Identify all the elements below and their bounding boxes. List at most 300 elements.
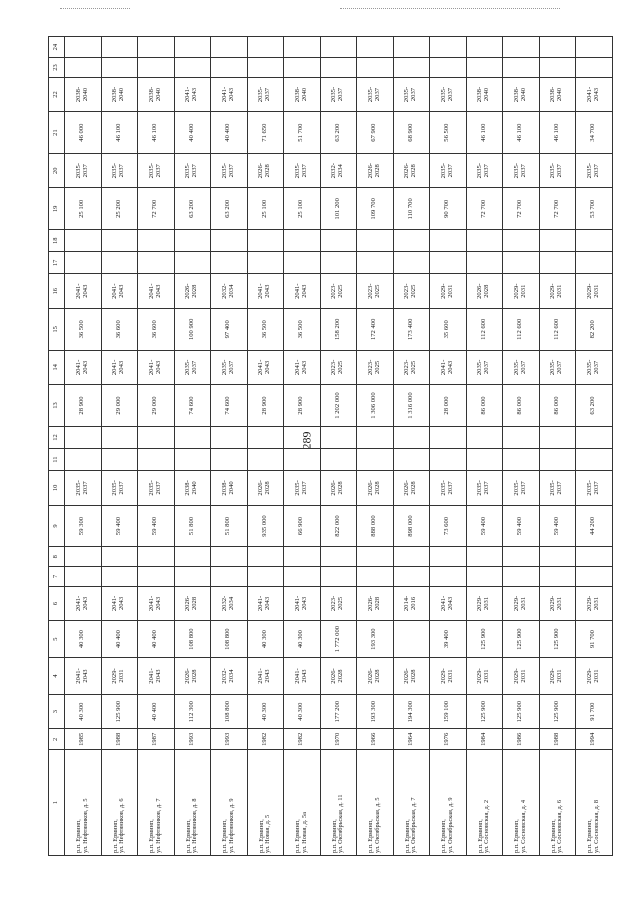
table-cell: 67 900 [357, 112, 394, 154]
table-cell [539, 567, 576, 587]
table-cell: 898 000 [393, 505, 430, 547]
column-number: 1 [49, 750, 65, 856]
table-cell [284, 449, 321, 471]
table-cell [430, 547, 467, 567]
table-cell [357, 230, 394, 252]
table-cell: 112 600 [539, 308, 576, 350]
table-cell: 2038- 2040 [211, 471, 248, 505]
table-cell: 1987 [138, 729, 175, 750]
table-cell: 2041- 2043 [430, 586, 467, 620]
table-cell: 86 000 [466, 385, 503, 427]
table-cell [138, 252, 175, 274]
table-cell [430, 230, 467, 252]
table-cell [466, 567, 503, 587]
table-cell [320, 567, 357, 587]
table-cell: 177 200 [320, 694, 357, 728]
table-cell: 1 772 000 [320, 621, 357, 658]
table-row [320, 37, 357, 856]
address-cell: р.п. Ерминп, ул. Нефтяников, д. 7 [138, 750, 175, 856]
table-cell: 35 600 [430, 308, 467, 350]
table-cell: 2032- 2034 [320, 154, 357, 188]
table-cell: 125 900 [466, 621, 503, 658]
table-cell [211, 58, 248, 78]
table-cell [101, 547, 138, 567]
table-cell: 2041- 2043 [174, 77, 211, 111]
table-cell: 2026- 2028 [174, 658, 211, 695]
table-row [576, 37, 613, 856]
table-cell: 2026- 2028 [357, 586, 394, 620]
table-cell [247, 547, 284, 567]
table-cell [466, 230, 503, 252]
table-cell: 66 900 [284, 505, 321, 547]
table-cell: 1985 [65, 729, 102, 750]
table-cell: 40 300 [284, 694, 321, 728]
table-cell: 46 100 [101, 112, 138, 154]
table-cell [247, 252, 284, 274]
table-cell: 71 650 [247, 112, 284, 154]
table-cell: 2041- 2043 [65, 274, 102, 308]
table-cell [539, 426, 576, 448]
table-cell [101, 58, 138, 78]
table-cell: 2029- 2031 [539, 586, 576, 620]
address-cell: р.п. Ерминп, ул. Нефтяников, д. 5 [65, 750, 102, 856]
table-cell: 2035- 2037 [430, 154, 467, 188]
table-cell: 63 200 [174, 188, 211, 230]
table-cell: 2035- 2037 [576, 471, 613, 505]
table-cell: 822 000 [320, 505, 357, 547]
table-cell: 172 400 [357, 308, 394, 350]
table-cell: 46 100 [466, 112, 503, 154]
table-cell: 2029- 2031 [576, 586, 613, 620]
table-cell: 2035- 2037 [539, 154, 576, 188]
table-cell: 2023- 2025 [393, 274, 430, 308]
table-cell: 72 700 [539, 188, 576, 230]
rotated-table-container [48, 36, 600, 856]
table-cell: 2026- 2028 [357, 471, 394, 505]
table-cell: 59 400 [539, 505, 576, 547]
table-cell: 40 300 [247, 621, 284, 658]
table-cell: 28 900 [284, 385, 321, 427]
column-number: 7 [49, 567, 65, 587]
table-cell: 56 500 [430, 112, 467, 154]
table-cell [138, 449, 175, 471]
table-cell: 2041- 2043 [247, 274, 284, 308]
table-cell: 40 300 [247, 694, 284, 728]
table-cell [320, 58, 357, 78]
table-cell: 2035- 2037 [357, 77, 394, 111]
table-cell [466, 547, 503, 567]
table-cell: 36 500 [65, 308, 102, 350]
table-cell: 2041- 2043 [65, 586, 102, 620]
table-cell: 2035- 2037 [284, 154, 321, 188]
table-row [247, 37, 284, 856]
table-cell [357, 58, 394, 78]
table-cell [393, 567, 430, 587]
table-cell [357, 567, 394, 587]
table-cell: 72 700 [138, 188, 175, 230]
table-cell [430, 37, 467, 58]
table-cell: 159 100 [430, 694, 467, 728]
table-cell: 25 100 [247, 188, 284, 230]
table-cell: 40 300 [284, 621, 321, 658]
column-number: 4 [49, 658, 65, 695]
table-cell: 1 306 000 [357, 385, 394, 427]
table-cell: 2038- 2040 [101, 77, 138, 111]
table-cell [211, 547, 248, 567]
table-cell: 2041- 2043 [138, 350, 175, 384]
table-cell [539, 252, 576, 274]
table-cell: 2041- 2043 [247, 350, 284, 384]
table-cell: 25 100 [65, 188, 102, 230]
table-cell: 2026- 2028 [320, 658, 357, 695]
column-number: 11 [49, 449, 65, 471]
table-cell: 2026- 2028 [357, 154, 394, 188]
table-cell: 46 000 [65, 112, 102, 154]
table-cell [393, 230, 430, 252]
table-cell: 2035- 2037 [466, 154, 503, 188]
table-cell: 2029- 2031 [466, 658, 503, 695]
table-cell: 86 000 [503, 385, 540, 427]
table-cell [211, 37, 248, 58]
table-cell: 59 400 [466, 505, 503, 547]
table-cell: 108 800 [174, 621, 211, 658]
table-cell: 194 300 [393, 694, 430, 728]
table-cell: 2035- 2037 [539, 350, 576, 384]
address-cell: р.п. Ерминп, ул. Октябрьская, д. 9 [430, 750, 467, 856]
table-cell [284, 567, 321, 587]
column-number: 21 [49, 112, 65, 154]
table-cell: 2023- 2025 [357, 274, 394, 308]
table-cell [393, 621, 430, 658]
table-cell: 1984 [466, 729, 503, 750]
address-cell: р.п. Ерминп, ул. Нефтяников, д. 9 [211, 750, 248, 856]
table-cell: 34 700 [576, 112, 613, 154]
table-cell [211, 230, 248, 252]
table-cell: 28 900 [65, 385, 102, 427]
table-row [284, 37, 321, 856]
table-cell [101, 426, 138, 448]
table-cell [357, 37, 394, 58]
table-cell: 2029- 2031 [576, 274, 613, 308]
table-cell [101, 37, 138, 58]
column-number: 5 [49, 621, 65, 658]
address-cell: р.п. Ерминп, ул. Сосновская, д. 6 [539, 750, 576, 856]
table-cell: 82 200 [576, 308, 613, 350]
table-cell [211, 252, 248, 274]
table-cell: 2035- 2037 [211, 350, 248, 384]
table-cell [539, 230, 576, 252]
table-cell: 1988 [539, 729, 576, 750]
table-cell [466, 252, 503, 274]
table-row [503, 37, 540, 856]
table-cell: 125 900 [503, 694, 540, 728]
table-cell [247, 58, 284, 78]
table-row [138, 37, 175, 856]
address-cell: р.п. Ерминп, ул. Новая, д. 5а [284, 750, 321, 856]
table-cell: 25 200 [101, 188, 138, 230]
table-cell: 2026- 2028 [174, 274, 211, 308]
column-number: 15 [49, 308, 65, 350]
table-cell [320, 37, 357, 58]
table-cell: 2023- 2025 [393, 350, 430, 384]
table-cell [284, 252, 321, 274]
table-cell: 1 202 000 [320, 385, 357, 427]
table-cell [466, 58, 503, 78]
table-cell: 125 900 [101, 694, 138, 728]
table-cell [211, 426, 248, 448]
table-cell: 40 300 [65, 694, 102, 728]
table-cell [138, 37, 175, 58]
table-cell [357, 547, 394, 567]
table-cell [539, 58, 576, 78]
column-number: 2 [49, 729, 65, 750]
header-row [49, 37, 65, 856]
table-cell: 158 200 [320, 308, 357, 350]
table-cell: 39 400 [430, 621, 467, 658]
table-cell: 2041- 2043 [284, 350, 321, 384]
table-cell: 59 400 [101, 505, 138, 547]
table-cell: 2035- 2037 [430, 471, 467, 505]
table-cell: 40 400 [101, 621, 138, 658]
column-number: 22 [49, 77, 65, 111]
table-cell: 2026- 2028 [247, 154, 284, 188]
table-cell: 2041- 2043 [211, 77, 248, 111]
table-cell: 2038- 2040 [65, 77, 102, 111]
table-cell: 1970 [320, 729, 357, 750]
table-cell: 2041- 2043 [101, 350, 138, 384]
table-cell: 1964 [393, 729, 430, 750]
table-cell [174, 426, 211, 448]
table-cell [174, 567, 211, 587]
table-cell: 2032- 2034 [211, 586, 248, 620]
column-number: 10 [49, 471, 65, 505]
table-cell: 125 900 [503, 621, 540, 658]
table-cell: 36 500 [247, 308, 284, 350]
table-cell: 72 700 [466, 188, 503, 230]
table-cell [430, 58, 467, 78]
table-cell [393, 449, 430, 471]
table-cell [503, 567, 540, 587]
table-cell [539, 547, 576, 567]
table-cell: 2035- 2037 [539, 471, 576, 505]
column-number: 6 [49, 586, 65, 620]
table-row [357, 37, 394, 856]
table-cell: 2029- 2031 [466, 586, 503, 620]
table-row [430, 37, 467, 856]
table-cell: 2038- 2040 [174, 471, 211, 505]
table-cell [576, 449, 613, 471]
table-cell [138, 567, 175, 587]
address-cell: р.п. Ерминп, ул. Октябрьская, д. 5 [357, 750, 394, 856]
table-cell: 29 000 [101, 385, 138, 427]
table-cell [393, 547, 430, 567]
capital-repair-table [48, 36, 613, 856]
table-cell [211, 449, 248, 471]
table-cell: 2026- 2028 [357, 658, 394, 695]
column-number: 14 [49, 350, 65, 384]
table-cell [247, 567, 284, 587]
table-cell: 2041- 2043 [138, 586, 175, 620]
table-cell: 2029- 2031 [539, 658, 576, 695]
table-cell [466, 449, 503, 471]
table-cell: 74 600 [211, 385, 248, 427]
table-cell: 1988 [101, 729, 138, 750]
table-cell: 36 600 [101, 308, 138, 350]
table-cell [576, 567, 613, 587]
table-cell [174, 252, 211, 274]
address-cell: р.п. Ерминп, ул. Сосновская, д. 8 [576, 750, 613, 856]
table-cell [174, 449, 211, 471]
table-cell [284, 547, 321, 567]
table-cell: 25 100 [284, 188, 321, 230]
table-cell [65, 37, 102, 58]
table-cell [174, 547, 211, 567]
column-number: 17 [49, 252, 65, 274]
table-cell: 2038- 2040 [466, 77, 503, 111]
table-cell [138, 426, 175, 448]
table-cell: 40 400 [211, 112, 248, 154]
table-cell [65, 449, 102, 471]
table-cell: 2035- 2037 [576, 350, 613, 384]
table-cell: 2035- 2037 [174, 154, 211, 188]
table-cell [576, 58, 613, 78]
table-cell [576, 252, 613, 274]
table-cell: 91 700 [576, 621, 613, 658]
table-cell: 2035- 2037 [174, 350, 211, 384]
table-cell [393, 426, 430, 448]
table-cell: 2029- 2031 [539, 274, 576, 308]
table-cell [174, 58, 211, 78]
table-cell [503, 449, 540, 471]
table-cell: 72 700 [503, 188, 540, 230]
table-cell: 2035- 2037 [503, 471, 540, 505]
table-cell: 44 200 [576, 505, 613, 547]
table-cell: 193 300 [357, 694, 394, 728]
table-cell: 2029- 2031 [503, 586, 540, 620]
table-cell: 2032- 2034 [211, 658, 248, 695]
table-cell: 2041- 2043 [284, 658, 321, 695]
table-cell [65, 567, 102, 587]
table-cell: 1994 [576, 729, 613, 750]
table-cell: 2026- 2028 [393, 154, 430, 188]
table-cell: 2014- 2016 [393, 586, 430, 620]
table-cell: 2041- 2043 [138, 274, 175, 308]
column-number: 9 [49, 505, 65, 547]
table-cell: 2029- 2031 [101, 658, 138, 695]
table-cell: 935 000 [247, 505, 284, 547]
column-number: 12 [49, 426, 65, 448]
table-cell [430, 426, 467, 448]
table-cell: 2041- 2043 [101, 586, 138, 620]
table-cell [393, 37, 430, 58]
table-cell: 40 400 [138, 621, 175, 658]
table-cell: 2038- 2040 [284, 77, 321, 111]
table-cell: 101 200 [320, 188, 357, 230]
table-cell [284, 58, 321, 78]
table-cell: 2029- 2031 [576, 658, 613, 695]
table-cell: 36 600 [138, 308, 175, 350]
table-cell [466, 426, 503, 448]
table-cell: 888 000 [357, 505, 394, 547]
table-cell [320, 426, 357, 448]
column-number: 24 [49, 37, 65, 58]
table-cell: 2032- 2034 [211, 274, 248, 308]
table-cell: 2026- 2028 [320, 471, 357, 505]
table-cell [357, 426, 394, 448]
table-cell: 2041- 2043 [247, 586, 284, 620]
table-cell [138, 230, 175, 252]
table-cell: 2023- 2025 [320, 350, 357, 384]
table-cell: 2035- 2037 [247, 77, 284, 111]
table-cell: 2023- 2025 [320, 274, 357, 308]
table-cell [393, 252, 430, 274]
table-cell: 173 400 [393, 308, 430, 350]
table-cell: 40 300 [65, 621, 102, 658]
table-cell: 2026- 2028 [174, 586, 211, 620]
table-cell [576, 230, 613, 252]
table-cell: 2029- 2031 [430, 274, 467, 308]
table-cell [503, 252, 540, 274]
table-cell: 100 900 [174, 308, 211, 350]
table-cell: 46 100 [539, 112, 576, 154]
table-cell [576, 547, 613, 567]
table-cell [101, 567, 138, 587]
table-cell [65, 426, 102, 448]
table-cell: 1976 [430, 729, 467, 750]
table-cell: 2041- 2043 [65, 350, 102, 384]
table-cell: 2035- 2037 [65, 471, 102, 505]
table-cell: 63 200 [576, 385, 613, 427]
address-cell: р.п. Ерминп, ул. Октябрьская, д. 11 [320, 750, 357, 856]
table-cell [138, 58, 175, 78]
table-cell [466, 37, 503, 58]
table-cell [284, 37, 321, 58]
table-cell: 73 600 [430, 505, 467, 547]
table-cell [430, 567, 467, 587]
table-cell: 1982 [284, 729, 321, 750]
table-cell: 2035- 2037 [503, 154, 540, 188]
table-cell: 2035- 2037 [466, 350, 503, 384]
scan-artifact-top-right [340, 8, 560, 10]
table-cell: 97 400 [211, 308, 248, 350]
address-cell: р.п. Ерминп, ул. Сосновская, д. 4 [503, 750, 540, 856]
table-cell: 63 200 [320, 112, 357, 154]
table-cell [65, 252, 102, 274]
table-cell [284, 230, 321, 252]
table-cell [247, 230, 284, 252]
table-cell: 2035- 2037 [138, 154, 175, 188]
table-cell [320, 449, 357, 471]
column-number: 13 [49, 385, 65, 427]
table-cell: 28 900 [247, 385, 284, 427]
table-cell [101, 230, 138, 252]
table-cell: 112 600 [466, 308, 503, 350]
table-cell: 125 900 [539, 694, 576, 728]
table-cell: 2041- 2043 [247, 658, 284, 695]
table-cell [503, 547, 540, 567]
table-cell [503, 37, 540, 58]
table-cell [65, 58, 102, 78]
table-cell: 108 800 [211, 694, 248, 728]
address-cell: р.п. Ерминп, ул. Сосновская, д. 2 [466, 750, 503, 856]
table-cell: 63 200 [211, 188, 248, 230]
table-cell [393, 58, 430, 78]
table-cell: 2038- 2040 [503, 77, 540, 111]
table-cell: 59 300 [65, 505, 102, 547]
table-cell: 1982 [247, 729, 284, 750]
table-cell [357, 449, 394, 471]
table-cell: 2035- 2037 [138, 471, 175, 505]
